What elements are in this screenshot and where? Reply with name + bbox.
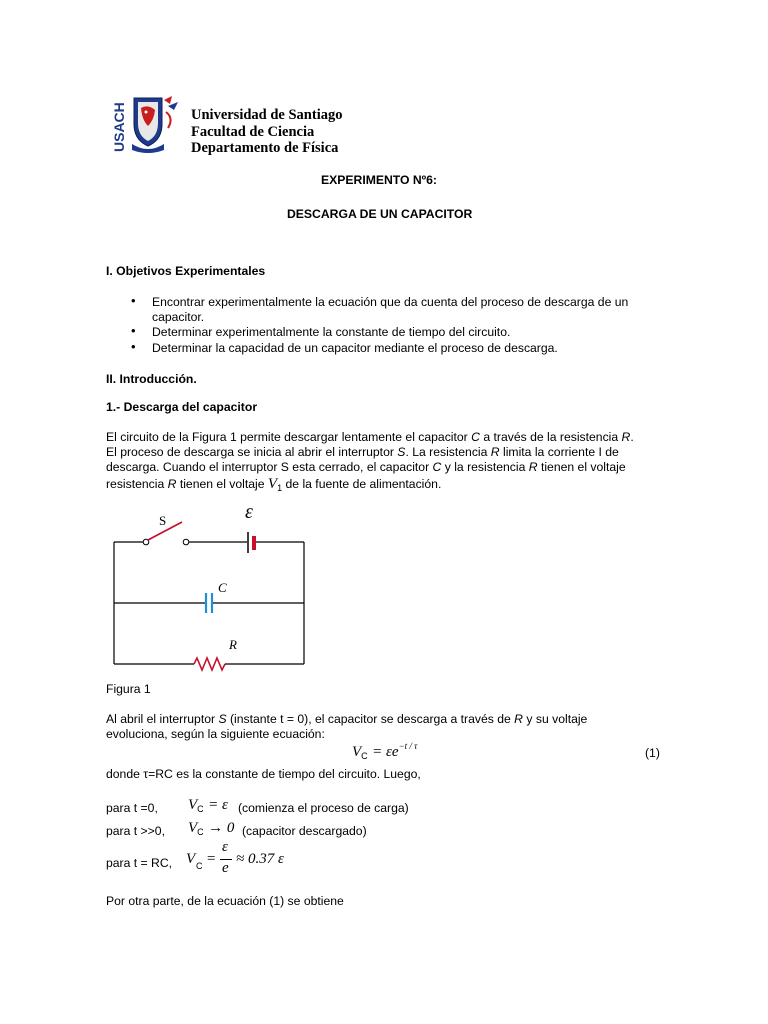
intro-paragraph-line-2: El proceso de descarga se inicia al abrir el interruptor S. La resistencia R limita la corriente I de bbox=[106, 445, 619, 459]
university-logo bbox=[110, 94, 185, 156]
objective-1-continued: capacitor. bbox=[152, 310, 205, 324]
subsection-heading: 1.- Descarga del capacitor bbox=[106, 400, 258, 414]
resistor-zigzag bbox=[194, 658, 225, 670]
objective-1: Encontrar experimentalmente la ecuación que da cuenta del proceso de descarga de un bbox=[152, 295, 629, 309]
capacitor-label: C bbox=[218, 580, 227, 595]
emf-label: ε bbox=[245, 501, 253, 523]
case-1-equation: $V_C = \varepsilon$ bbox=[188, 797, 228, 814]
section-heading-intro: II. Introducción. bbox=[106, 372, 197, 386]
objective-3: Determinar la capacidad de un capacitor mediante el proceso de descarga. bbox=[152, 341, 558, 355]
intro-paragraph-line-1: El circuito de la Figura 1 permite descargar lentamente el capacitor C a través de la resistencia R. bbox=[106, 430, 634, 444]
bullet-icon: • bbox=[131, 323, 136, 338]
bullet-icon: • bbox=[131, 339, 136, 354]
case-1-note: (comienza el proceso de carga) bbox=[238, 801, 409, 815]
equation-number: (1) bbox=[645, 746, 660, 760]
case-2-equation: $V_C \to 0$ bbox=[188, 820, 235, 837]
figure-caption: Figura 1 bbox=[106, 682, 151, 696]
battery-short-plate bbox=[252, 536, 256, 550]
bullet-icon: • bbox=[131, 293, 136, 308]
circuit-diagram bbox=[106, 500, 312, 672]
experiment-subtitle: DESCARGA DE UN CAPACITOR bbox=[287, 207, 473, 221]
case-1-condition: para t =0, bbox=[106, 801, 158, 815]
logo-text: USACH bbox=[111, 102, 127, 152]
equation-1: $V_C = \varepsilon e^{-t / \tau}$ bbox=[352, 741, 418, 761]
intro-paragraph-line-3: descarga. Cuando el interruptor S esta cerrado, el capacitor C y la resistencia R tienen el voltaje bbox=[106, 460, 626, 474]
discharge-paragraph-line-2: evoluciona, según la siguiente ecuación: bbox=[106, 727, 325, 741]
discharge-paragraph-line-1: Al abril el interruptor S (instante t = 0), el capacitor se descarga a través de R y su voltaje bbox=[106, 712, 588, 726]
case-2-note: (capacitor descargado) bbox=[242, 824, 367, 838]
case-2-condition: para t >>0, bbox=[106, 824, 165, 838]
intro-paragraph-line-4: resistencia R tienen el voltaje $V_1$ de la fuente de alimentación. bbox=[106, 476, 442, 493]
resistor-label: R bbox=[229, 637, 237, 652]
objective-2: Determinar experimentalmente la constante de tiempo del circuito. bbox=[152, 325, 511, 339]
case-3-condition: para t = RC, bbox=[106, 856, 173, 870]
department-name: Departamento de Física bbox=[191, 140, 339, 156]
switch-label: S bbox=[159, 513, 167, 528]
university-name: Universidad de Santiago bbox=[191, 107, 343, 123]
experiment-title: EXPERIMENTO Nº6: bbox=[321, 173, 437, 187]
faculty-name: Facultad de Ciencia bbox=[191, 124, 315, 140]
section-heading-objectives: I. Objetivos Experimentales bbox=[106, 264, 266, 278]
time-constant-text: donde τ=RC es la constante de tiempo del circuito. Luego, bbox=[106, 767, 421, 781]
closing-text: Por otra parte, de la ecuación (1) se obtiene bbox=[106, 894, 344, 908]
